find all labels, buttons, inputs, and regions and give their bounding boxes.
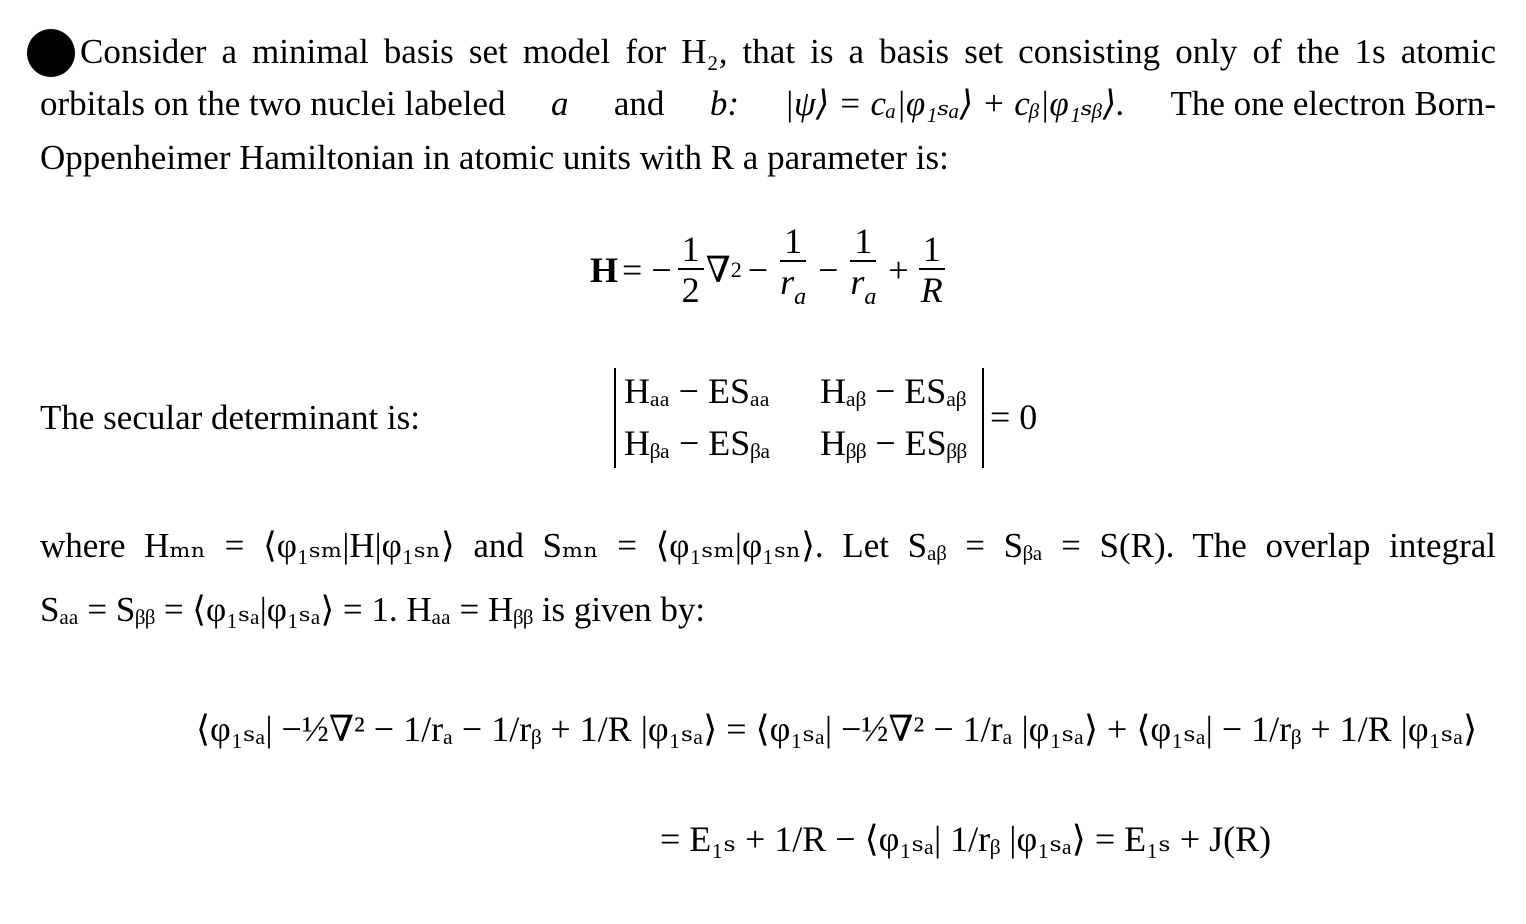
- expansion-line-1: ⟨φ₁ₛₐ| −½∇² − 1/rₐ − 1/rᵦ + 1/R |φ₁ₛₐ⟩ = ⟨φ₁ₛₐ| −½∇² − 1/rₐ |φ₁ₛₐ⟩ + ⟨φ₁ₛₐ| − 1/rᵦ + 1/R |φ₁ₛₐ⟩: [196, 709, 1478, 749]
- det-cell-bb: Hᵦᵦ − ESᵦᵦ: [820, 423, 967, 463]
- determinant-rhs: = 0: [990, 397, 1038, 437]
- det-cell-aa: Hₐₐ − ESₐₐ: [624, 371, 770, 411]
- intro-line-3: Oppenheimer Hamiltonian in atomic units with R a parameter is:: [40, 138, 949, 177]
- intro-line-2-tail: The one electron Born-: [1170, 84, 1496, 123]
- inv-ra-fraction-2: $\frac{1}{r_a}$: [850, 221, 877, 310]
- nucleus-a-label: a: [550, 84, 569, 123]
- nabla-symbol: ∇: [705, 249, 731, 290]
- det-cell-ba: Hᵦₐ − ESᵦₐ: [624, 423, 771, 463]
- secular-determinant: [614, 368, 984, 468]
- inv-R-fraction: $\frac{1}{R}$: [920, 228, 943, 310]
- bullet-marker: [27, 29, 75, 77]
- equals-minus: = −: [622, 249, 672, 290]
- expansion-line-2: = E₁ₛ + 1/R − ⟨φ₁ₛₐ| 1/rᵦ |φ₁ₛₐ⟩ = E₁ₛ + J(R): [660, 819, 1272, 859]
- intro-line-2-text: orbitals on the two nuclei labeled: [40, 84, 506, 123]
- intro-line-2: [40, 78, 1496, 130]
- inv-ra-fraction-1: $\frac{1}{r_a}$: [780, 221, 807, 310]
- intro-line-1: Consider a minimal basis set model for H₂, that is a basis set consisting only of the 1s atomic: [80, 32, 1496, 71]
- hamiltonian-equation: H = − $\frac{1}{2}$ ∇ 2 − $\frac{1}{r_a}$ − $\frac{1}{r_a}$ + $\frac{1}{R}$: [590, 222, 949, 317]
- half-num: 1: [678, 230, 704, 270]
- nabla-power: 2: [730, 256, 742, 282]
- wavefunction-expression: |ψ⟩ = cₐ|φ₁ₛₐ⟩ + cᵦ|φ₁ₛᵦ⟩.: [784, 84, 1126, 123]
- half-den: 2: [681, 269, 700, 310]
- hamiltonian-symbol: H: [590, 249, 619, 290]
- and-word: and: [613, 84, 665, 123]
- det-cell-ab: Hₐᵦ − ESₐᵦ: [820, 371, 967, 411]
- half-fraction: [678, 230, 704, 310]
- secular-label: The secular determinant is:: [40, 398, 420, 437]
- definitions-line-2: Sₐₐ = Sᵦᵦ = ⟨φ₁ₛₐ|φ₁ₛₐ⟩ = 1. Hₐₐ = Hᵦᵦ is given by:: [40, 590, 706, 629]
- definitions-line-1: where Hₘₙ = ⟨φ₁ₛₘ|H|φ₁ₛₙ⟩ and Sₘₙ = ⟨φ₁ₛₘ|φ₁ₛₙ⟩. Let Sₐᵦ = Sᵦₐ = S(R). The overlap integral: [40, 526, 1496, 565]
- nucleus-b-label: b:: [709, 84, 739, 123]
